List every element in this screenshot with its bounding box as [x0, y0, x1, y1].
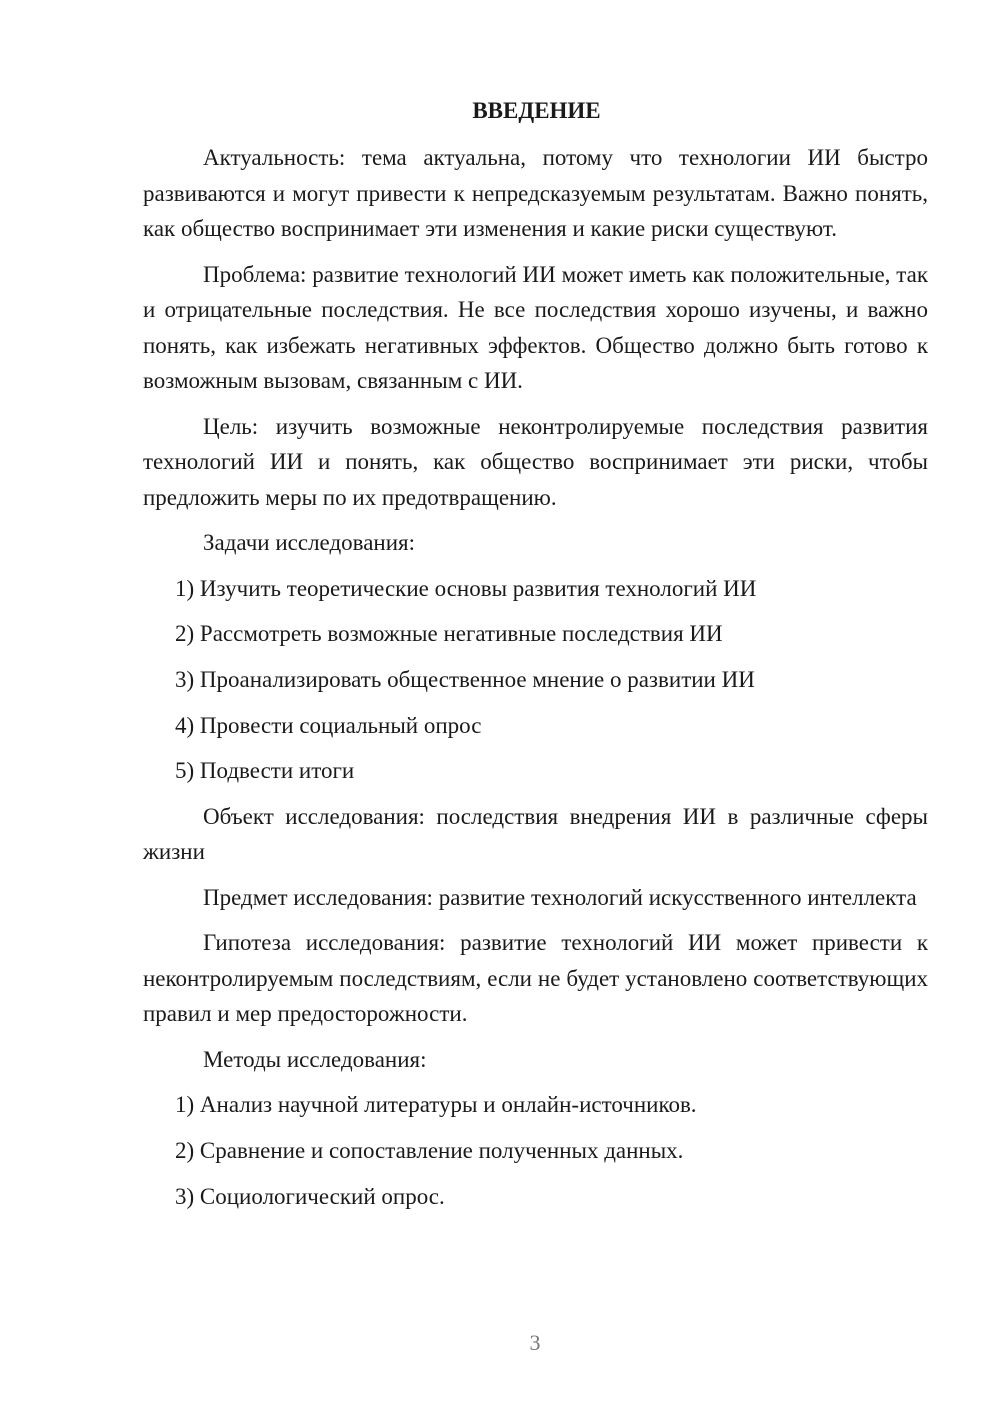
tasks-list [143, 571, 928, 789]
list-item: 1) Анализ научной литературы и онлайн-источников. [175, 1092, 697, 1118]
problem-paragraph: Проблема: развитие технологий ИИ может иметь как положительные, так и отрицательные последствия. Не все последствия хорошо изучены, и важно понять, как избежать негативных эффектов. Общество должно быть готово к возможным вызовам, связанным с ИИ. [143, 261, 928, 393]
list-item: 3) Социологический опрос. [175, 1183, 445, 1209]
object-paragraph: Объект исследования: последствия внедрения ИИ в различные сферы жизни [143, 803, 928, 865]
goal-paragraph: Цель: изучить возможные неконтролируемые последствия развития технологий ИИ и понять, как общество воспринимает эти риски, чтобы предложить меры по их предотвращению. [143, 413, 928, 510]
list-item: 3) Проанализировать общественное мнение о развитии ИИ [175, 666, 755, 692]
page-title: ВВЕДЕНИЕ [472, 98, 601, 123]
page-number: 3 [529, 1330, 541, 1355]
relevance-paragraph: Актуальность: тема актуальна, потому что технологии ИИ быстро развиваются и могут привести к непредсказуемым результатам. Важно понять, как общество воспринимает эти изменения и какие риски существуют. [143, 145, 928, 241]
list-item: 2) Рассмотреть возможные негативные последствия ИИ [175, 621, 723, 647]
list-item: 5) Подвести итоги [175, 758, 355, 784]
tasks-heading: Задачи исследования: [203, 530, 416, 555]
methods-list [143, 1087, 928, 1214]
list-item: 2) Сравнение и сопоставление полученных данных. [175, 1138, 684, 1164]
subject-paragraph: Предмет исследования: развитие технологий искусственного интеллекта [203, 884, 917, 910]
methods-heading: Методы исследования: [203, 1046, 427, 1072]
list-item: 1) Изучить теоретические основы развития технологий ИИ [175, 575, 757, 601]
document-page [143, 94, 928, 1225]
list-item: 4) Провести социальный опрос [175, 712, 482, 738]
hypothesis-paragraph: Гипотеза исследования: развитие технологий ИИ может привести к неконтролируемым последствиям, если не будет установлено соответствующих правил и мер предосторожности. [143, 930, 928, 1027]
